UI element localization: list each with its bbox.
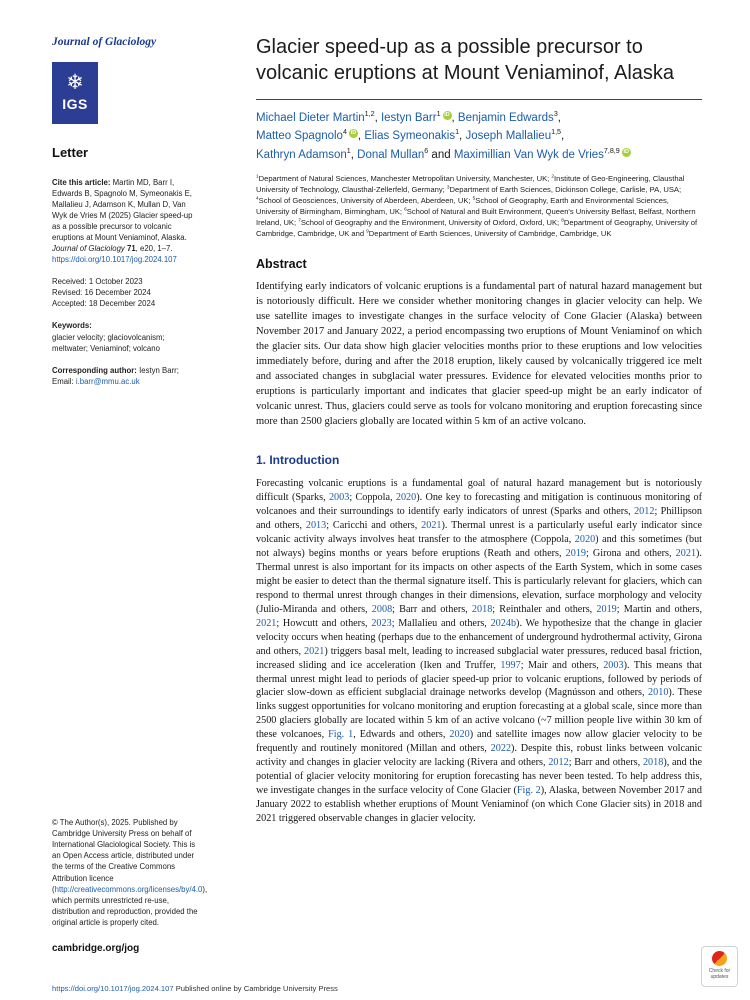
igs-logo bbox=[52, 62, 98, 124]
text-segment: ). These links suggest opportunities for volcano monitoring and eruption forecasting at a global scale, since more than 2500 glaciers globally are located within 5 km of an active volcano (~7 million people live within 30 km of these volcanoes, bbox=[256, 687, 702, 741]
text-segment: Department of Geography, University of Cambridge, Cambridge, UK and bbox=[256, 217, 698, 238]
inline-link[interactable]: 2021 bbox=[256, 617, 277, 629]
text-segment: ; Mair and others, bbox=[520, 659, 604, 671]
text-segment: Department of Earth Sciences, Dickinson College, Carlisle, PA, USA; bbox=[449, 184, 682, 194]
crossmark-icon bbox=[712, 951, 727, 966]
journal-name[interactable]: Journal of Glaciology bbox=[52, 36, 157, 48]
inline-link[interactable]: Donal Mullan bbox=[357, 148, 425, 161]
text-segment: 5 bbox=[472, 195, 476, 201]
inline-link[interactable]: 2021 bbox=[675, 547, 697, 559]
superscript bbox=[604, 147, 620, 155]
footer-text: Published online by Cambridge University Press bbox=[175, 984, 338, 993]
text-segment: ). Despite this, robust links between volcanic activity and changes in glacier velocity are lacking (Rivera and others, bbox=[256, 743, 702, 769]
inline-link[interactable]: Maximillian Van Wyk de Vries bbox=[453, 148, 604, 161]
text-segment: ), Alaska, between November 2017 and January 2022 to establish whether eruptions of Mount Veniaminof (on which Cone Glacier sits) in 2018 and 2021 triggered observable changes in glacier velocity. bbox=[256, 785, 702, 825]
sidebar bbox=[52, 34, 208, 964]
text-segment: ) and satellite images now allow glacier velocity to be frequently and routinely monitored (Millan and others, bbox=[256, 729, 702, 755]
text-segment: ; Girona and others, bbox=[585, 547, 676, 559]
text-segment: , bbox=[451, 111, 458, 124]
inline-link[interactable]: 2020 bbox=[395, 491, 417, 503]
text-segment: Iestyn Barr; bbox=[139, 365, 179, 375]
dates-block bbox=[52, 276, 202, 309]
inline-link[interactable]: Joseph Mallalieu bbox=[465, 130, 552, 143]
text-segment: 3 bbox=[553, 109, 558, 118]
inline-link[interactable]: 2021 bbox=[304, 645, 325, 657]
inline-link[interactable]: Fig. 1 bbox=[328, 729, 354, 741]
keywords-label: Keywords: bbox=[52, 321, 92, 331]
keywords-text: glacier velocity; glaciovolcanism; meltwater; Veniaminof; volcano bbox=[52, 332, 165, 353]
text-segment: 8 bbox=[561, 217, 564, 223]
journal-website-link[interactable]: cambridge.org/jog bbox=[52, 942, 140, 954]
inline-link[interactable]: 2023 bbox=[371, 617, 392, 629]
inline-link[interactable]: Fig. 2 bbox=[516, 785, 541, 797]
text-segment: 9 bbox=[366, 228, 369, 234]
text-segment: ; Barr and others, bbox=[568, 757, 643, 769]
cite-label: Cite this article: bbox=[52, 177, 111, 187]
text-segment: 1,5 bbox=[551, 128, 562, 137]
text-segment: ; Caricchi and others, bbox=[326, 519, 422, 531]
revised-date: Revised: 16 December 2024 bbox=[52, 288, 151, 298]
accepted-date: Accepted: 18 December 2024 bbox=[52, 299, 156, 309]
inline-link[interactable]: 2010 bbox=[648, 687, 669, 699]
check-for-updates-label: Check for updates bbox=[708, 968, 731, 981]
inline-link[interactable]: 2012 bbox=[634, 505, 655, 517]
introduction-paragraph bbox=[256, 477, 702, 826]
inline-link[interactable]: 2019 bbox=[596, 603, 617, 615]
text-segment: 7,8,9 bbox=[603, 146, 620, 155]
inline-link[interactable]: http://creativecommons.org/licenses/by/4.0 bbox=[54, 884, 203, 894]
text-segment: 4 bbox=[342, 128, 347, 137]
orcid-icon[interactable]: iD bbox=[350, 130, 357, 137]
text-segment: ). Thermal unrest is a particularly useful early indicator since volcanic activity always involves heat transfer to the atmosphere (Coppola, bbox=[256, 519, 703, 545]
cite-text bbox=[52, 178, 192, 264]
divider bbox=[256, 99, 702, 100]
inline-link[interactable]: Kathryn Adamson bbox=[256, 148, 347, 161]
text-segment: School of Geosciences, University of Aberdeen, Aberdeen, UK; bbox=[258, 195, 473, 205]
text-segment: © The Author(s), 2025. Published by Cambridge University Press on behalf of International Glaciological Society. This is an Open Access article, distributed under the terms of the Creative Commons Attribution licence ( bbox=[52, 818, 196, 894]
text-segment: ) and this sometimes (but not always) begins months or years before eruptions (Reath and others, bbox=[256, 533, 702, 559]
text-segment: , bbox=[459, 130, 466, 143]
text-segment: School of Natural and Built Environment, Queen's University Belfast, Belfast, Northern Ireland, UK; bbox=[256, 206, 696, 227]
text-segment: Department of Earth Sciences, University of Cambridge, Cambridge, UK bbox=[368, 228, 612, 238]
text-segment: Forecasting volcanic eruptions is a fundamental goal of natural hazard management but is notoriously difficult (Sparks, bbox=[256, 477, 702, 503]
inline-link[interactable]: 2020 bbox=[449, 729, 470, 741]
snowflake-icon: ❄ bbox=[66, 70, 84, 94]
text-segment: 1 bbox=[455, 128, 460, 137]
text-segment: Email: bbox=[52, 376, 76, 386]
text-segment: 6 bbox=[404, 206, 407, 212]
text-segment: 71 bbox=[126, 244, 136, 254]
text-segment: ; Coppola, bbox=[349, 491, 396, 503]
text-segment: ; Howcutt and others, bbox=[276, 617, 372, 629]
sidebar-spacer bbox=[52, 398, 202, 817]
text-segment: 1,2 bbox=[364, 109, 375, 118]
inline-link[interactable]: 2024b bbox=[490, 617, 517, 629]
keywords-block bbox=[52, 320, 202, 353]
text-segment: and bbox=[428, 148, 454, 161]
inline-link[interactable]: Matteo Spagnolo bbox=[256, 130, 343, 143]
text-segment: ; Phillipson and others, bbox=[256, 505, 702, 531]
text-segment: School of Geography and the Environment, University of Oxford, Oxford, UK; bbox=[300, 217, 562, 227]
superscript bbox=[437, 110, 441, 118]
inline-link[interactable]: i.barr@mmu.ac.uk bbox=[75, 376, 140, 386]
inline-link[interactable]: 2012 bbox=[548, 757, 569, 769]
text-segment: 6 bbox=[424, 146, 429, 155]
inline-link[interactable]: 2003 bbox=[328, 491, 350, 503]
author-list bbox=[256, 109, 702, 164]
inline-link[interactable]: Elias Symeonakis bbox=[364, 130, 456, 143]
corresponding-author-label: Corresponding author: bbox=[52, 365, 137, 375]
corresponding-author-block bbox=[52, 365, 202, 387]
inline-link[interactable]: 2013 bbox=[305, 519, 327, 531]
text-segment: ), and the potential of glacier velocity monitoring for eruption forecasting has never been tested. To help address this, we investigate changes in the surface velocity of Cone Glacier ( bbox=[256, 757, 702, 797]
text-segment: 1 bbox=[256, 173, 259, 179]
text-segment: Martin MD, Barr I, Edwards B, Spagnolo M, Symeonakis E, Mallalieu J, Adamson K, Mullan D, Van Wyk de Vries M (2025) Glacier speed-up as a possible precursor to volcanic eruptions at Mount Veniaminof, Alaska. bbox=[52, 177, 193, 243]
igs-logo-text: IGS bbox=[62, 95, 88, 112]
text-segment: Journal of Glaciology bbox=[52, 244, 125, 254]
text-segment: , bbox=[350, 148, 358, 161]
doi-link[interactable]: https://doi.org/10.1017/jog.2024.107 bbox=[52, 984, 174, 993]
text-segment: , bbox=[557, 111, 561, 124]
inline-link[interactable]: 1997 bbox=[500, 659, 521, 671]
text-segment: 1 bbox=[436, 109, 441, 118]
text-segment: , bbox=[374, 111, 381, 124]
cite-block bbox=[52, 177, 202, 266]
affiliations bbox=[256, 173, 702, 239]
superscript bbox=[551, 128, 561, 136]
text-segment: School of Geography, Earth and Environmental Sciences, University of Birmingham, Birmingham, UK; bbox=[256, 195, 669, 216]
inline-link[interactable]: Iestyn Barr bbox=[380, 111, 437, 124]
article-main bbox=[256, 34, 702, 964]
inline-link[interactable]: Michael Dieter Martin bbox=[256, 111, 365, 124]
text-segment: , e20, 1–7. bbox=[135, 244, 173, 254]
check-for-updates-badge[interactable] bbox=[701, 946, 738, 987]
text-segment: ). One key to forecasting and mitigation is continuous monitoring of volcanoes and their surroundings to identify early indicators of unrest (Sparks and others, bbox=[256, 491, 702, 517]
inline-link[interactable]: 2018 bbox=[471, 603, 493, 615]
inline-link[interactable]: 2018 bbox=[642, 757, 664, 769]
text-segment: 4 bbox=[256, 195, 259, 201]
text-segment: ; Barr and others, bbox=[392, 603, 472, 615]
abstract-heading: Abstract bbox=[256, 256, 307, 271]
text-segment: 7 bbox=[298, 217, 301, 223]
page-footer bbox=[52, 984, 338, 993]
superscript bbox=[343, 128, 347, 136]
orcid-icon[interactable]: iD bbox=[444, 111, 450, 118]
abstract-text: Identifying early indicators of volcanic eruptions is a fundamental part of natural hazard management but is notoriously difficult. Here we consider whether monitoring changes in glacier velocity can help. We use satellite images to investigate changes in the surface velocity of Cone Glacier (Alaska) between November 2017 and January 2022, a period encompassing two eruptions of Mount Veniaminof on which the glacier sits. Our data show high glacier velocities months prior to these eruptions and low velocities immediately before, during and after the 2018 eruption, likely caused by volcanically triggered ice melt and associated changes in subglacial water pressures. Evidence for elevated velocities months prior to eruptions is particularly important and indicates that glacier speed-up might be an early indicator of volcanic unrest. Thus, glaciers could serve as tools for volcano monitoring and eruption forecasting since more than 2500 glaciers globally are located within 5 km of an active volcano. bbox=[256, 280, 702, 427]
text-segment: ; Martin and others, bbox=[616, 603, 702, 615]
text-segment: 2 bbox=[551, 173, 555, 179]
text-segment: ). This means that thermal unrest might lead to periods of glacier speed-up prior to volcanic eruptions, followed by periods of glacier slow-down as efficient subglacial drainage networks develop (Magnússon and others, bbox=[256, 659, 703, 699]
orcid-icon[interactable]: iD bbox=[623, 148, 630, 155]
superscript bbox=[365, 110, 375, 118]
inline-link[interactable]: 2003 bbox=[603, 659, 624, 671]
text-segment: , Edwards and others, bbox=[353, 729, 450, 741]
text-segment: ). Thermal unrest is also important for its impacts on other aspects of the Earth System, which in some cases might be easier to detect than the thermal signature itself. This is particularly relevant for glaciers, which can respond to thermal unrest through changes in their dimensions, elevation, surface morphology and velocity (Julio-Miranda and others, bbox=[256, 547, 702, 615]
inline-link[interactable]: Benjamin Edwards bbox=[457, 111, 554, 124]
inline-link[interactable]: 2008 bbox=[371, 603, 393, 615]
text-segment: ). We hypothesize that the change in glacier velocity occurs when heating (perhaps due to the enhancement of underground hydrothermal activity, Girona and others, bbox=[256, 617, 702, 657]
text-segment: 1 bbox=[346, 146, 351, 155]
text-segment: Department of Natural Sciences, Manchester Metropolitan University, Manchester, UK; bbox=[258, 173, 552, 183]
article-type-label: Letter bbox=[52, 145, 89, 161]
inline-link[interactable]: 2020 bbox=[574, 533, 596, 545]
text-segment: ) triggers basal melt, leading to increased subglacial water pressures, reduced basal friction, increased sliding and ice acceleration (Iken and Truffer, bbox=[256, 645, 702, 671]
section-heading-introduction: 1. Introduction bbox=[256, 452, 340, 467]
text-segment: ; Mallalieu and others, bbox=[391, 617, 491, 629]
article-title: Glacier speed-up as a possible precursor to volcanic eruptions at Mount Veniaminof, Alaska bbox=[256, 36, 675, 85]
text-segment: , bbox=[561, 130, 565, 143]
text-segment: ), which permits unrestricted re-use, distribution and reproduction, provided the original article is properly cited. bbox=[52, 884, 208, 927]
text-segment: , bbox=[357, 130, 365, 143]
inline-link[interactable]: https://doi.org/10.1017/jog.2024.107 bbox=[52, 255, 177, 265]
copyright-notice bbox=[52, 817, 208, 928]
inline-link[interactable]: 2019 bbox=[565, 547, 586, 559]
inline-link[interactable]: 2022 bbox=[490, 743, 512, 755]
inline-link[interactable]: 2021 bbox=[421, 519, 442, 531]
text-segment: Institute of Geo-Engineering, Clausthal University of Technology, Clausthal-Zellerfeld, Germany; bbox=[256, 173, 685, 194]
received-date: Received: 1 October 2023 bbox=[52, 277, 143, 287]
text-segment: ; Reinthaler and others, bbox=[492, 603, 597, 615]
text-segment: 3 bbox=[446, 184, 450, 190]
